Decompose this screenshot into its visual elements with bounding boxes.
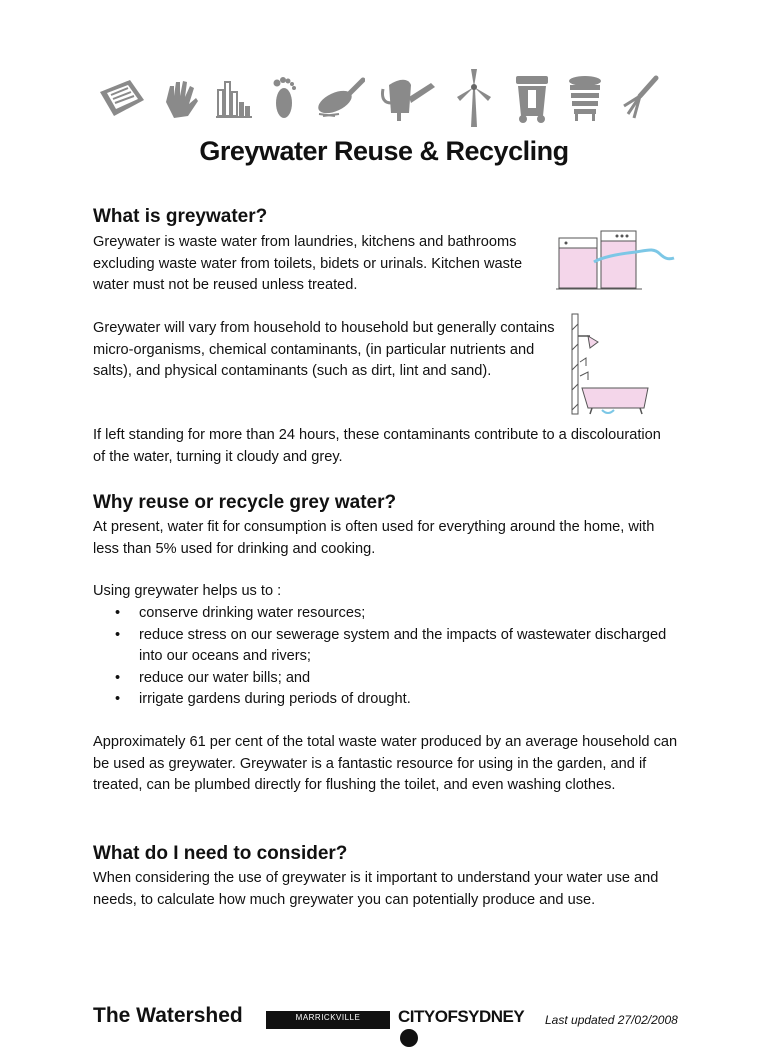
paragraph-greywater-definition: Greywater is waste water from laundries, kitchens and bathrooms excluding waste water from toilets, bidets or urinals. Kitchen waste water must not be reused unless treated. <box>93 234 523 293</box>
city-of-sydney-logo-text: CITYOFSYDNEY <box>398 1007 525 1026</box>
section-heading-why-reuse: Why reuse or recycle grey water? <box>93 492 397 513</box>
book-icon <box>98 76 146 120</box>
section-heading-what-is-greywater: What is greywater? <box>93 206 268 227</box>
wind-turbine-icon <box>451 67 497 129</box>
footprint-icon <box>269 75 299 121</box>
benefits-list <box>93 603 673 711</box>
wheelie-bin-icon <box>512 72 552 124</box>
garden-fork-icon <box>618 74 660 122</box>
marrickville-logo: MARRICKVILLE <box>266 1011 390 1029</box>
paragraph-consider-use: When considering the use of greywater is it important to understand your water use and needs, to calculate how much greywater you can potentially produce and use. <box>93 870 659 908</box>
city-emblem-icon <box>400 1029 418 1047</box>
list-item: • reduce our water bills; and <box>93 668 673 690</box>
watering-can-icon <box>379 73 437 123</box>
city-of-sydney-logo <box>398 1006 525 1028</box>
bath-shower-illustration <box>566 310 652 423</box>
section-heading-what-to-consider: What do I need to consider? <box>93 843 348 864</box>
hand-icon <box>160 76 200 120</box>
paragraph-greywater-percentage: Approximately 61 per cent of the total waste water produced by an average household can be used as greywater. Greywater is a fantastic resource for using in the garden, and if treated, can be plumbed directly for flushing the toilet, and even washing clothes. <box>93 734 678 793</box>
paragraph-greywater-contaminants: Greywater will vary from household to household but generally contains micro-organisms, chemical contaminants, (in particular nutrients and salts), and physical contaminants (such as dirt, lint and sand). <box>93 320 555 379</box>
laundry-appliances-illustration <box>556 228 676 297</box>
footer-title: The Watershed <box>93 1004 243 1027</box>
brush-icon <box>313 76 365 120</box>
list-item: • irrigate gardens during periods of drought. <box>93 689 673 711</box>
page-title: Greywater Reuse & Recycling <box>199 136 569 166</box>
paragraph-water-consumption: At present, water fit for consumption is often used for everything around the home, with less than 5% used for drinking and cooking. <box>93 519 655 557</box>
last-updated-date: Last updated 27/02/2008 <box>545 1013 678 1027</box>
compost-bin-icon <box>566 73 604 123</box>
header-icon-strip <box>98 62 660 134</box>
list-item: • reduce stress on our sewerage system and the impacts of wastewater discharged into our oceans and rivers; <box>93 625 673 668</box>
paragraph-greywater-standing: If left standing for more than 24 hours, these contaminants contribute to a discolouration of the water, turning it cloudy and grey. <box>93 427 661 465</box>
list-item: • conserve drinking water resources; <box>93 603 673 625</box>
bar-chart-icon <box>214 76 254 120</box>
paragraph-using-greywater-intro: Using greywater helps us to : <box>93 583 282 599</box>
